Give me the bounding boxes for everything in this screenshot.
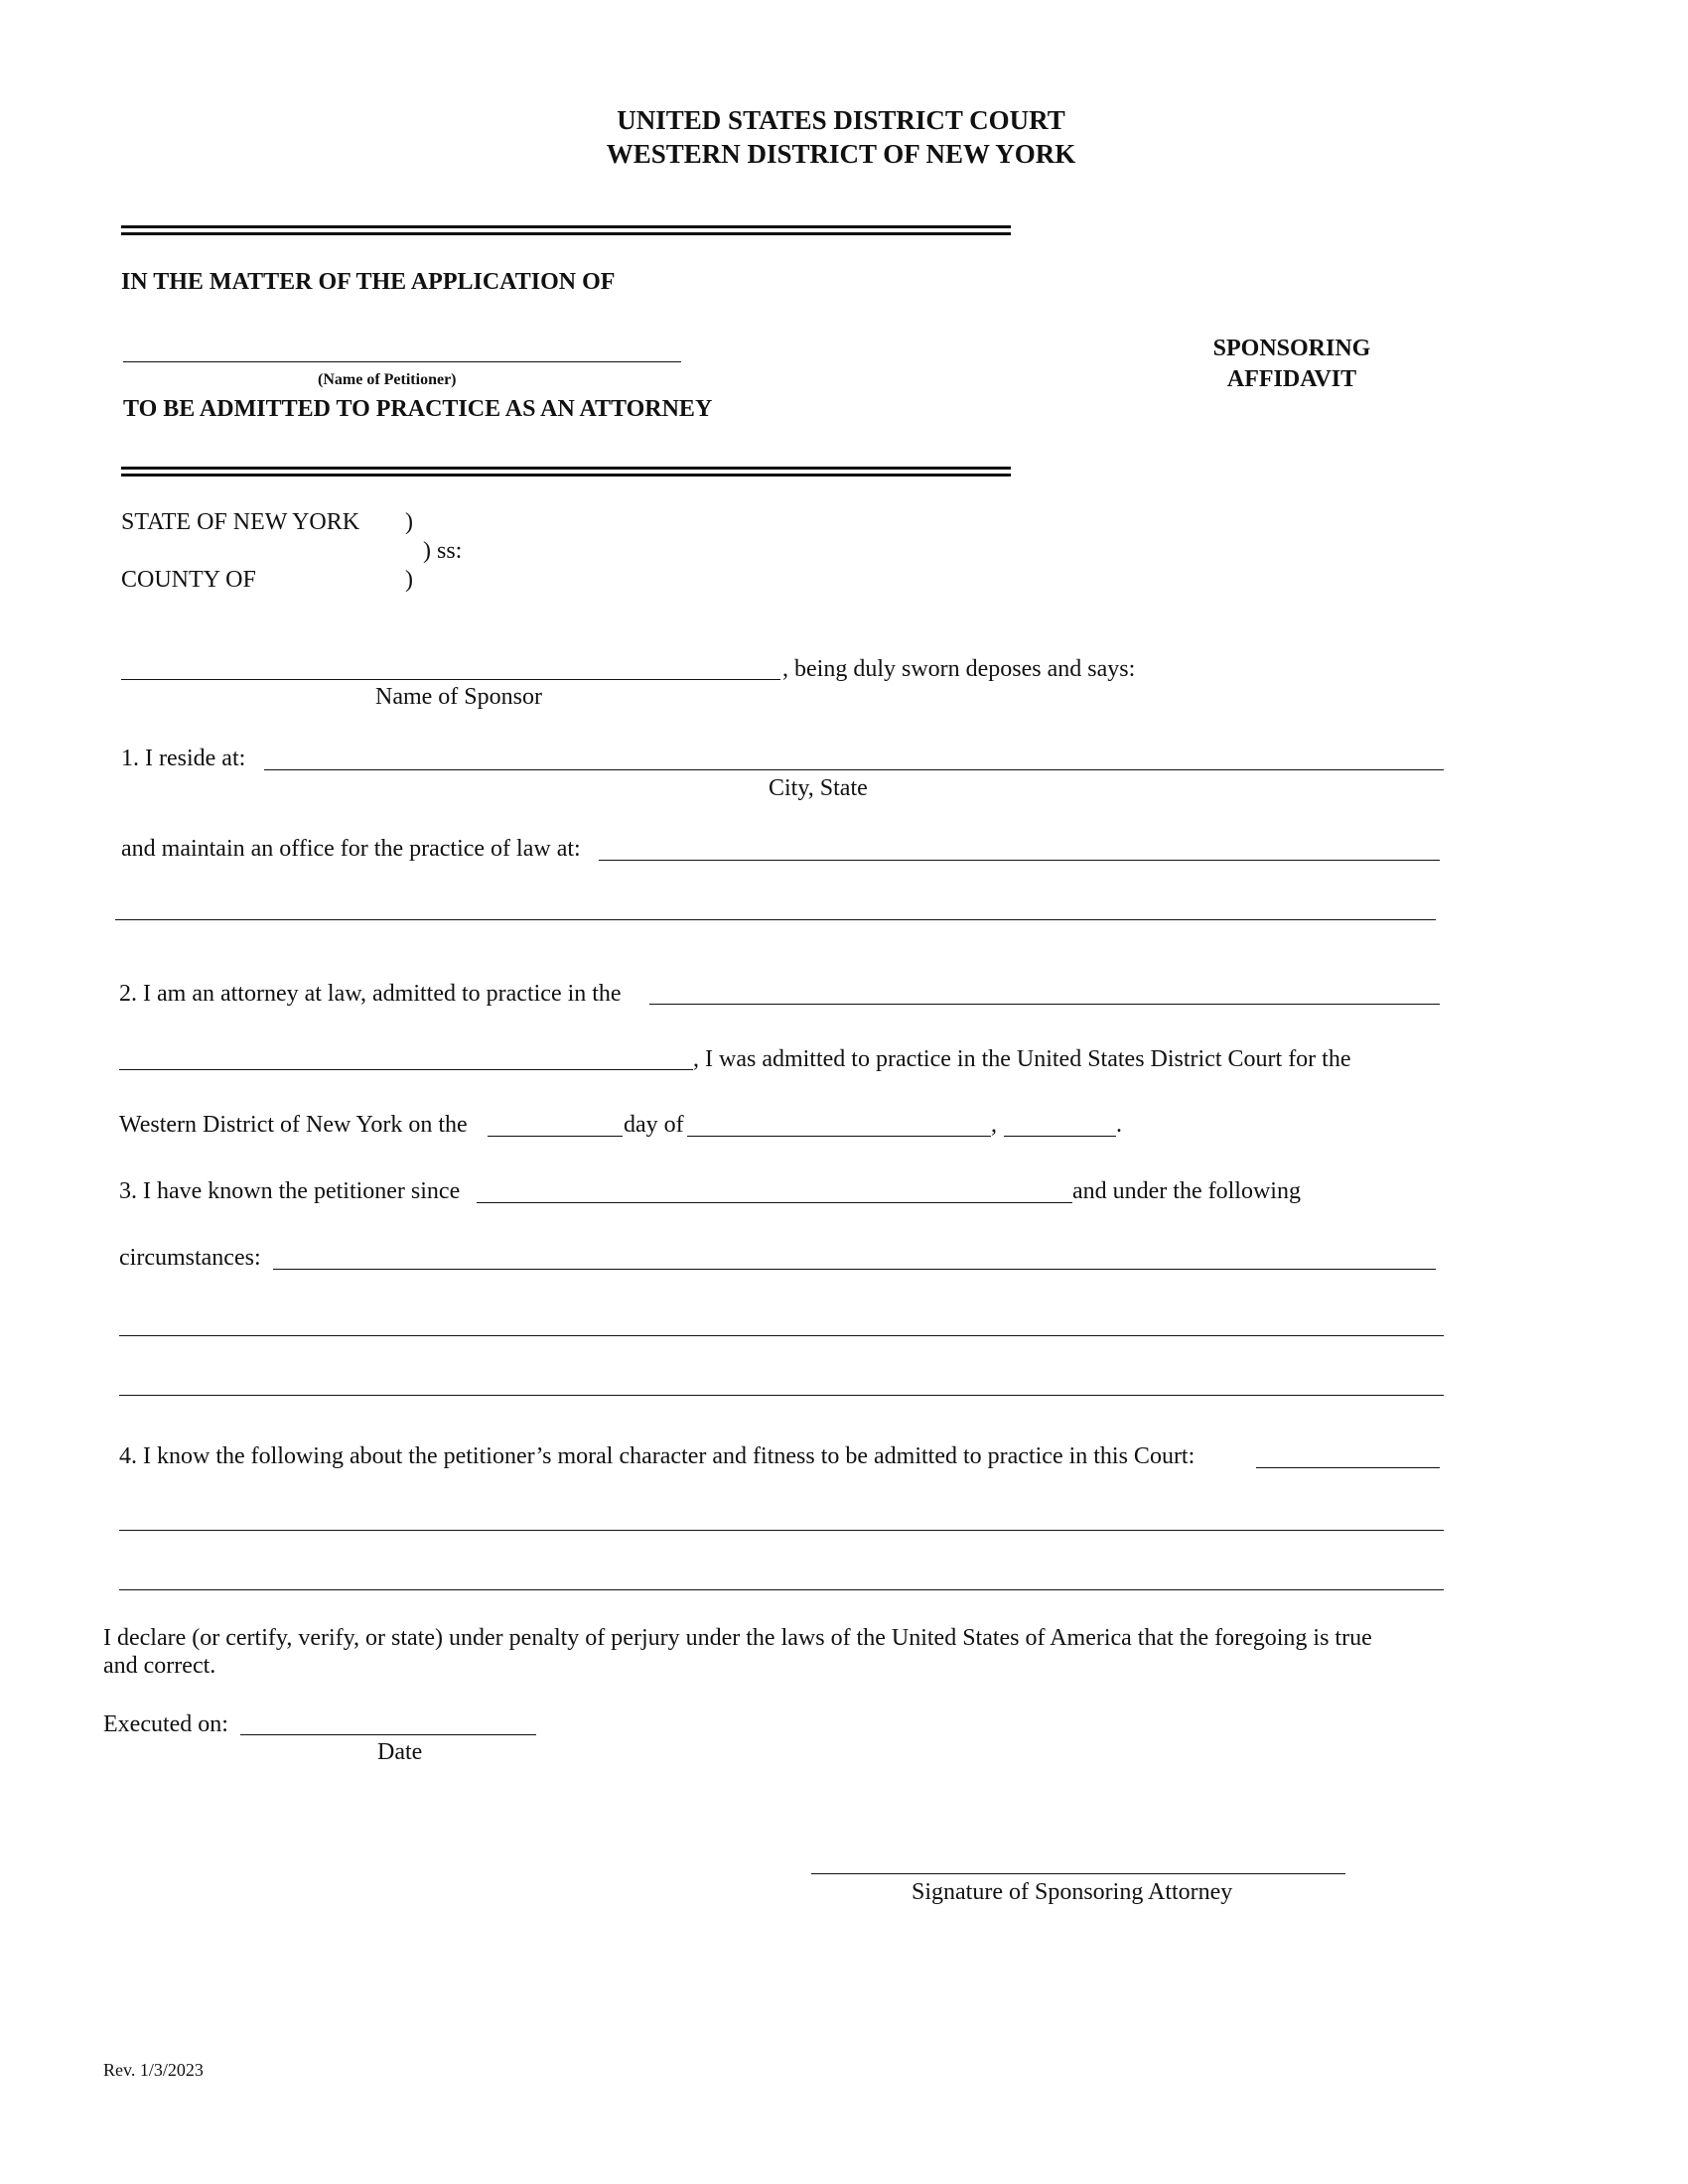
period-text: . xyxy=(1116,1112,1122,1138)
attorney-text: 2. I am an attorney at law, admitted to practice in the xyxy=(119,981,622,1007)
sponsor-name-label: Name of Sponsor xyxy=(375,684,542,710)
moral-character-field-1[interactable] xyxy=(1256,1467,1440,1468)
office-address-field-2[interactable] xyxy=(115,919,1436,920)
admitted-jurisdiction-field[interactable] xyxy=(649,1004,1440,1005)
circumstances-field-2[interactable] xyxy=(119,1335,1444,1336)
admitted-court-text: , I was admitted to practice in the United States District Court for the xyxy=(693,1046,1351,1072)
residence-field[interactable] xyxy=(264,769,1444,770)
execution-date-field[interactable] xyxy=(240,1734,536,1735)
reside-text: 1. I reside at: xyxy=(121,746,246,771)
caption-top-rule xyxy=(121,225,1011,235)
wdny-on-text: Western District of New York on the xyxy=(119,1112,468,1138)
known-since-field[interactable] xyxy=(477,1202,1072,1203)
moral-character-text: 4. I know the following about the petitioner’s moral character and fitness to be admitted to practice in this Court: xyxy=(119,1443,1196,1469)
venue-state: STATE OF NEW YORK xyxy=(121,509,360,535)
petitioner-name-field[interactable] xyxy=(123,361,681,362)
signature-label: Signature of Sponsoring Attorney xyxy=(912,1879,1233,1905)
petitioner-name-label: (Name of Petitioner) xyxy=(318,371,457,388)
known-since-text: 3. I have known the petitioner since xyxy=(119,1178,461,1204)
court-name: UNITED STATES DISTRICT COURT xyxy=(617,105,1065,135)
venue-ss: ) ss: xyxy=(423,538,463,564)
office-text: and maintain an office for the practice of law at: xyxy=(121,836,581,862)
caption-bottom-rule xyxy=(121,467,1011,477)
comma-text: , xyxy=(991,1112,997,1138)
doc-title-line2: AFFIDAVIT xyxy=(1226,366,1357,392)
executed-on-text: Executed on: xyxy=(103,1711,228,1737)
admission-year-field[interactable] xyxy=(1004,1136,1116,1137)
moral-character-field-3[interactable] xyxy=(119,1589,1444,1590)
admitted-court-field[interactable] xyxy=(119,1069,693,1070)
declaration-line-1: I declare (or certify, verify, or state) under penalty of perjury under the laws of the United States of America that the foregoing is true xyxy=(103,1625,1372,1651)
venue-county: COUNTY OF xyxy=(121,567,256,593)
sponsor-name-field[interactable] xyxy=(121,679,780,680)
district-name: WESTERN DISTRICT OF NEW YORK xyxy=(606,139,1076,169)
date-label: Date xyxy=(377,1739,423,1765)
admission-heading: TO BE ADMITTED TO PRACTICE AS AN ATTORNEY xyxy=(123,396,713,422)
declaration-line-2: and correct. xyxy=(103,1653,216,1679)
admission-month-field[interactable] xyxy=(687,1136,991,1137)
circumstances-field-1[interactable] xyxy=(273,1269,1436,1270)
sworn-text: , being duly sworn deposes and says: xyxy=(782,656,1136,682)
admission-day-field[interactable] xyxy=(488,1136,623,1137)
matter-heading: IN THE MATTER OF THE APPLICATION OF xyxy=(121,269,616,295)
circumstances-text: circumstances: xyxy=(119,1245,261,1271)
moral-character-field-2[interactable] xyxy=(119,1530,1444,1531)
following-text: and under the following xyxy=(1072,1178,1301,1204)
day-of-text: day of xyxy=(624,1112,684,1138)
circumstances-field-3[interactable] xyxy=(119,1395,1444,1396)
revision-date: Rev. 1/3/2023 xyxy=(103,2060,204,2080)
office-address-field-1[interactable] xyxy=(599,860,1440,861)
signature-field[interactable] xyxy=(811,1873,1345,1874)
venue-paren-2: ) xyxy=(405,567,413,593)
city-state-label: City, State xyxy=(769,775,868,801)
venue-paren-1: ) xyxy=(405,509,413,535)
doc-title-line1: SPONSORING xyxy=(1212,336,1371,361)
